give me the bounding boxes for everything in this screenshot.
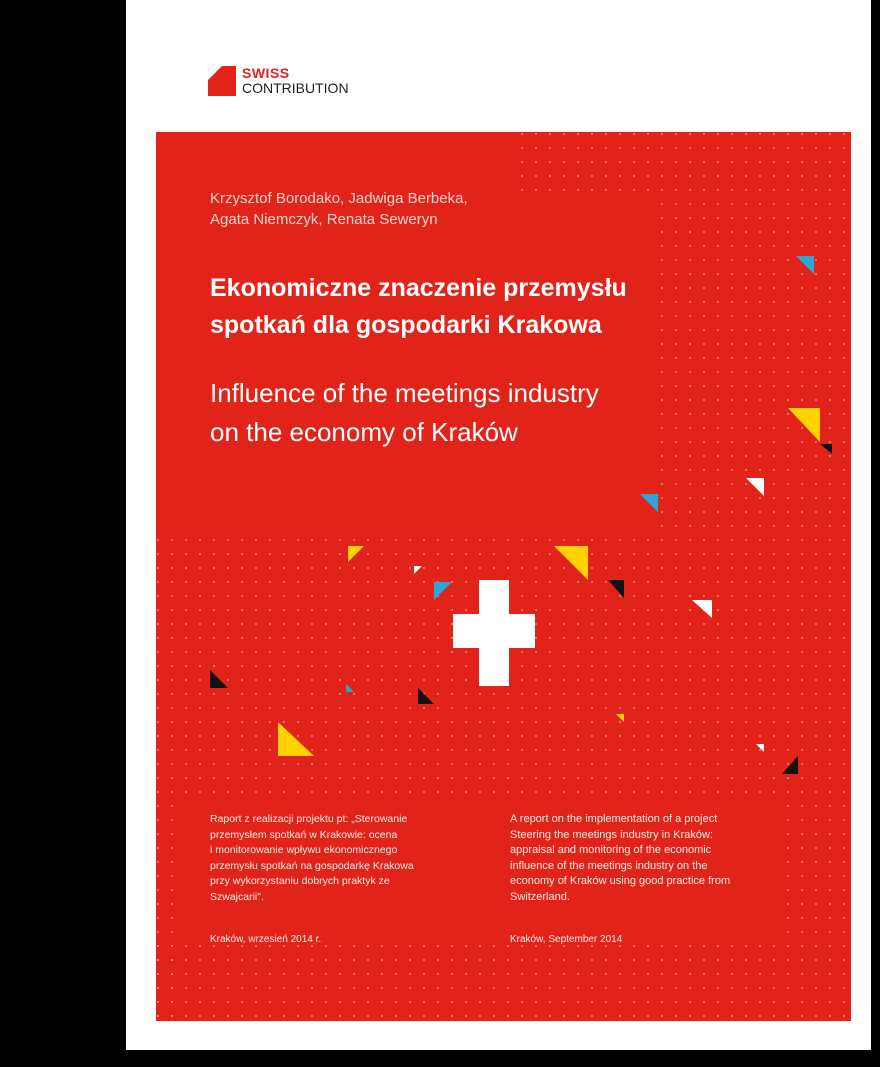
- authors-line-1: Krzysztof Borodako, Jadwiga Berbeka,: [210, 190, 468, 207]
- title-english-line-1: Influence of the meetings industry: [210, 378, 599, 408]
- description-line: appraisal and monitoring of the economic: [510, 844, 712, 856]
- description-line: influence of the meetings industry on the: [510, 859, 708, 872]
- place-date-english: Kraków, September 2014: [510, 934, 623, 945]
- logo-mark-icon: [208, 66, 236, 96]
- description-line: Switzerland.: [510, 890, 570, 903]
- description-polish: [210, 812, 480, 905]
- swiss-contribution-logo: [208, 66, 349, 96]
- description-line: Steering the meetings industry in Kraków:: [510, 828, 713, 841]
- title-polish: [210, 270, 770, 344]
- description-line: przy wykorzystaniu dobrych praktyk ze: [210, 875, 390, 887]
- description-line: przemysłu spotkań na gospodarkę Krakowa: [210, 859, 414, 872]
- title-polish-line-1: Ekonomiczne znaczenie przemysłu: [210, 274, 627, 302]
- title-polish-line-2: spotkań dla gospodarki Krakowa: [210, 311, 602, 339]
- title-english-line-2: on the economy of Kraków: [210, 417, 518, 447]
- authors-line-2: Agata Niemczyk, Renata Seweryn: [210, 211, 438, 228]
- triangle-blue-2: [640, 494, 658, 512]
- description-line: i monitorowanie wpływu ekonomicznego: [210, 844, 398, 856]
- description-line: Raport z realizacji projektu pt: „Sterowanie: [210, 813, 408, 825]
- report-cover-page: [128, 2, 869, 1048]
- description-line: Szwajcarii".: [210, 890, 264, 903]
- logo-line-swiss: SWISS: [242, 65, 290, 81]
- description-line: A report on the implementation of a project: [510, 813, 718, 825]
- place-date-polish: Kraków, wrzesień 2014 r.: [210, 934, 322, 945]
- description-english: [510, 812, 810, 905]
- description-line: economy of Kraków using good practice from: [510, 875, 731, 887]
- cover-red-panel: [156, 132, 851, 1021]
- swiss-cross-icon: [453, 580, 535, 686]
- logo-line-contribution: CONTRIBUTION: [242, 80, 349, 96]
- description-line: przemysłem spotkań w Krakowie: ocena: [210, 828, 398, 841]
- authors: [210, 188, 468, 230]
- title-english: [210, 374, 770, 452]
